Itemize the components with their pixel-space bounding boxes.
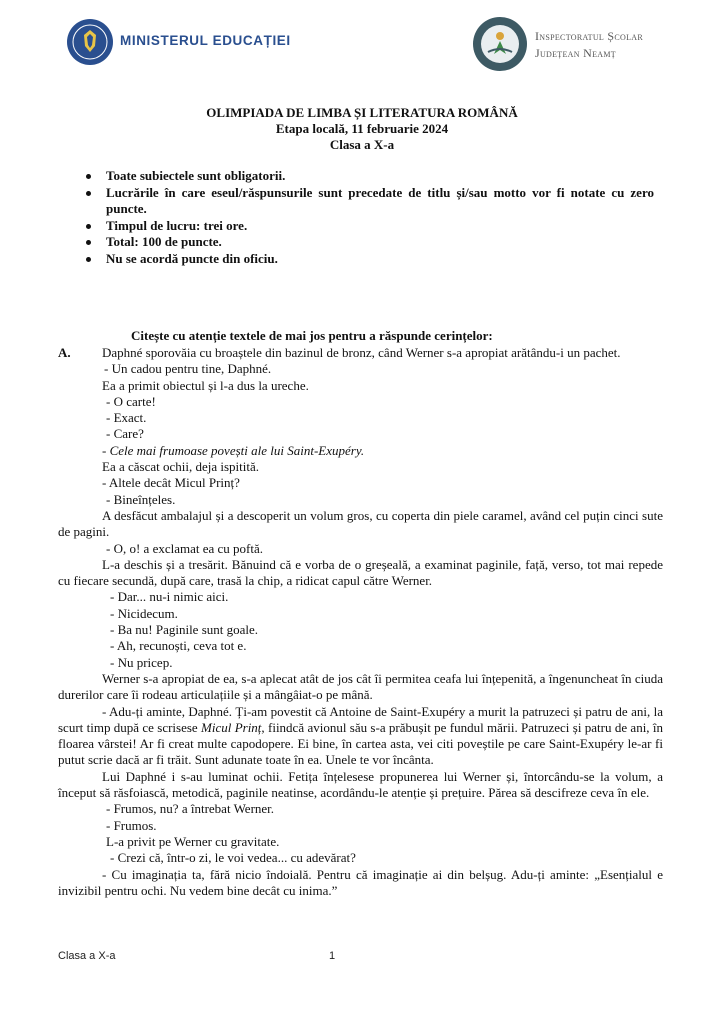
rules-list	[84, 168, 654, 267]
book-title: Cele mai frumoase povești ale lui Saint-Exupéry.	[109, 442, 365, 458]
rule-item: Nu se acordă puncte din oficiu.	[84, 251, 654, 268]
dialogue-line: - Nu pricep.	[110, 654, 173, 670]
paragraph	[58, 704, 663, 769]
dialogue-line: - Un cadou pentru tine, Daphné.	[104, 361, 272, 377]
instruction: Citește cu atenție textele de mai jos pentru a răspunde cerințelor:	[131, 328, 493, 343]
dialogue-line: - O, o! a exclamat ea cu poftă.	[106, 540, 264, 556]
dialogue-line: - Crezi că, într-o zi, le voi vedea... cu adevărat?	[110, 850, 356, 866]
dialogue-line: - Ba nu! Paginile sunt goale.	[110, 622, 259, 638]
paragraph: Daphné sporovăia cu broaștele din bazinul de bronz, când Werner s-a apropiat arătându-i un pachet.	[102, 345, 621, 360]
paragraph: Lui Daphné i s-au luminat ochii. Fetița înțelesese propunerea lui Werner și, întorcându-se la volum, a început să răsfoiască, metodică, paginile neatinse, acordându-le atenție și prețuire. Părea să descifreze ceva în ele.	[58, 768, 663, 801]
page-header	[0, 0, 724, 90]
title-line-3: Clasa a X-a	[329, 137, 395, 152]
paragraph: Werner s-a apropiat de ea, s-a aplecat atât de jos cât îi permitea ceafa lui înțepenită, a îngenuncheat în ciuda durerilor care îi rodeau articulațiile și a mângâiat-o pe mână.	[58, 670, 663, 703]
rule-item: Lucrările în care eseul/răspunsurile sunt precedate de titlu și/sau motto vor fi notate cu zero puncte.	[84, 185, 654, 218]
dialogue-line: - Nicidecum.	[110, 605, 178, 621]
dialogue-line: - Frumos.	[106, 817, 157, 833]
inspectorate-name	[535, 28, 643, 62]
rule-item: Toate subiectele sunt obligatorii.	[84, 168, 654, 185]
dialogue-line: - O carte!	[106, 393, 156, 409]
ministry-name: MINISTERUL EDUCAȚIEI	[120, 33, 291, 48]
dialogue-line: - Ah, recunoști, ceva tot e.	[110, 638, 247, 654]
title-line-1: OLIMPIADA DE LIMBA ȘI LITERATURA ROMÂNĂ	[206, 105, 518, 120]
dialogue-line: - Exact.	[106, 410, 147, 426]
literary-text	[58, 345, 663, 899]
page-number: 1	[329, 950, 336, 962]
paragraph: Ea a căscat ochii, deja ispitită.	[102, 459, 260, 475]
paragraph: L-a deschis și a tresărit. Bănuind că e vorba de o greșeală, a examinat paginile, față, verso, tot mai repede cu fiecare secundă, după care, trasă la chip, a ridicat capul către Werner.	[58, 556, 663, 589]
inspectorate-line-2: Județean Neamț	[535, 46, 616, 60]
title-line-2: Etapa locală, 11 februarie 2024	[275, 121, 449, 136]
dialogue-line: - Dar... nu-i nimic aici.	[110, 589, 229, 605]
section-label: A.	[58, 345, 71, 360]
isj-neamt-emblem-icon	[472, 16, 528, 72]
dialogue-line	[58, 443, 663, 459]
paragraph: L-a privit pe Werner cu gravitate.	[106, 833, 280, 849]
footer-class-label: Clasa a X-a	[58, 950, 116, 962]
rule-item: Timpul de lucru: trei ore.	[84, 218, 654, 235]
rule-item: Total: 100 de puncte.	[84, 234, 654, 251]
romanian-government-crest-icon	[66, 18, 114, 66]
dialogue-line: - Cu imaginația ta, fără nicio îndoială. Pentru că imaginație ai din belșug. Adu-ți aminte: „Esențialul e invizibil pentru ochi. Nu vedem bine decât cu inima.”	[58, 866, 663, 898]
dialogue-line: - Bineînțeles.	[106, 491, 176, 507]
dash: -	[102, 442, 110, 458]
text-run: - Adu-ți aminte, Daphné. Ți-am povestit că Antoine de Saint-Exupéry a murit la patruzeci și patru de ani, la scurt timp după ce scrisese	[58, 703, 663, 735]
book-title: Micul Prinț	[201, 719, 262, 735]
paragraph: A desfăcut ambalajul și a descoperit un volum gros, cu coperta din piele caramel, având cel puțin cinci sute de pagini.	[58, 507, 663, 540]
inspectorate-line-1: Inspectoratul Școlar	[535, 29, 643, 43]
paragraph: Ea a primit obiectul și l-a dus la ureche.	[102, 377, 309, 393]
text-run: , fiindcă avionul său s-a prăbușit pe fundul mării. Patruzeci și patru de ani, în floarea vârstei! Ar fi creat multe capodopere. Ei bine, în cartea asta, vei citi poveștile pe care Saint-Exupéry le-ar fi putut scrie dacă ar fi trăit. Sunt adunate toate în ea. Unele te vor încânta.	[58, 719, 664, 768]
document-title	[0, 105, 724, 153]
dialogue-line: - Care?	[106, 426, 144, 442]
dialogue-line: - Altele decât Micul Prinț?	[102, 475, 240, 491]
dialogue-line: - Frumos, nu? a întrebat Werner.	[106, 801, 275, 817]
